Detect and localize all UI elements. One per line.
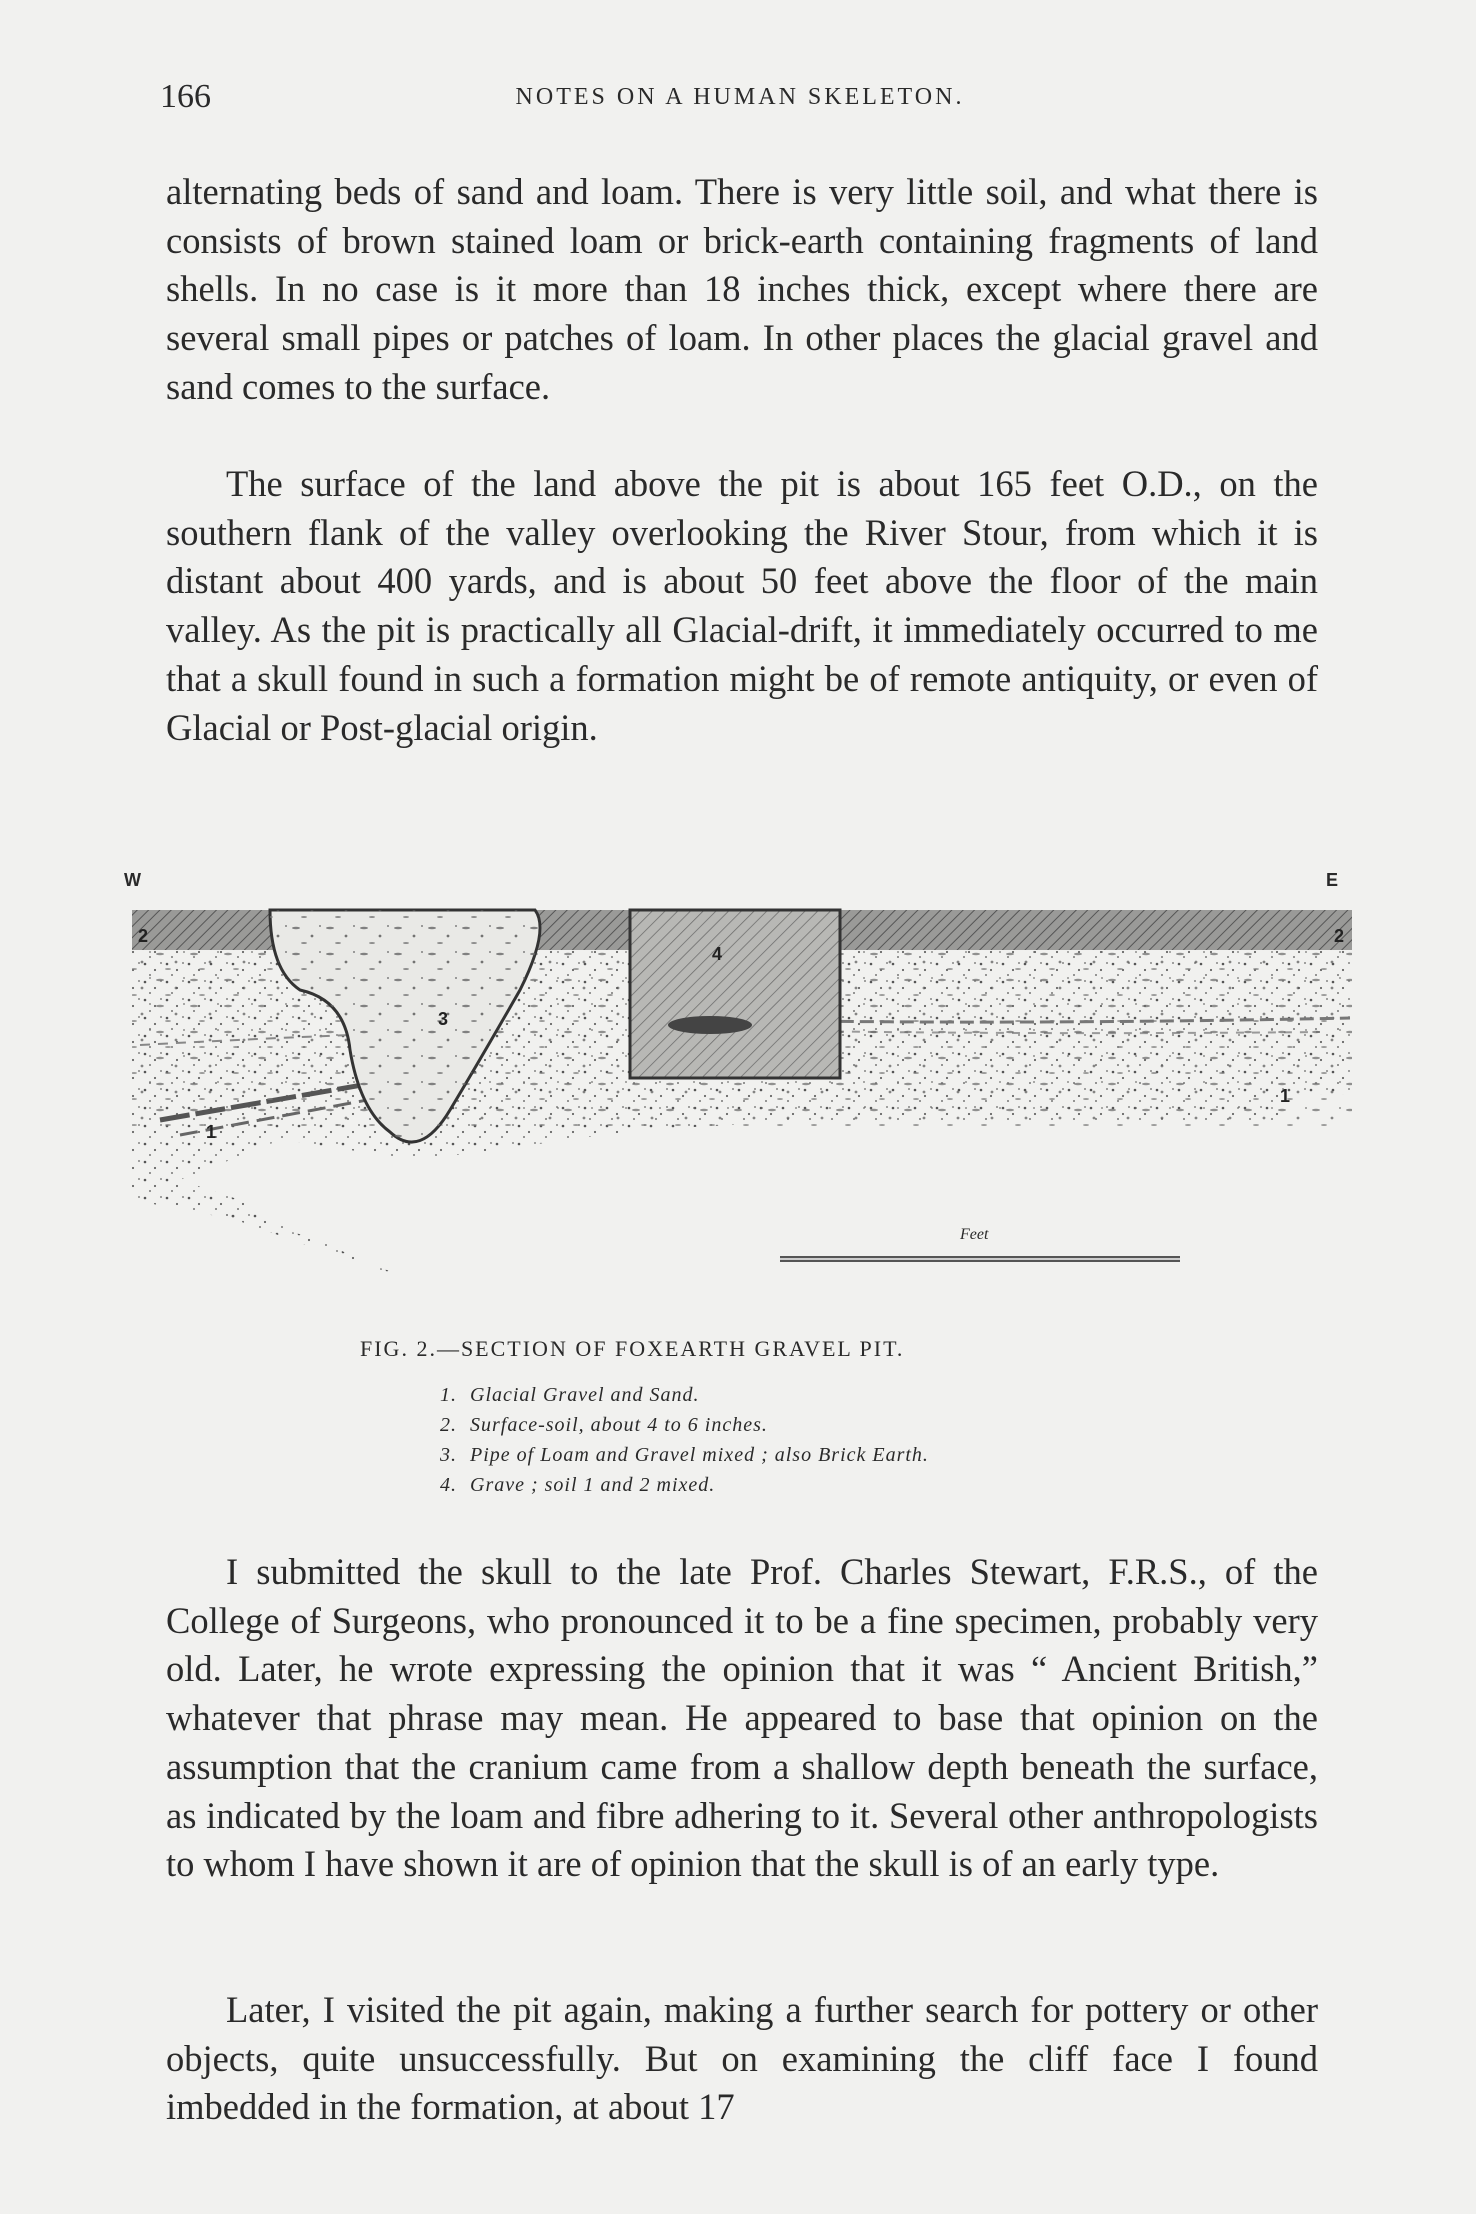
gravel-pit-section-figure [120, 870, 1360, 1290]
legend-item: 3. Pipe of Loam and Gravel mixed ; also Brick Earth. [440, 1444, 929, 1466]
section-drawing [120, 870, 1360, 1290]
figure-legend [440, 1380, 1240, 1500]
legend-item: 1. Glacial Gravel and Sand. [440, 1384, 700, 1406]
legend-item: 2. Surface-soil, about 4 to 6 inches. [440, 1414, 768, 1436]
paragraph-2: The surface of the land above the pit is about 165 feet O.D., on the southern flank of the valley overlooking the River Stour, from which it is distant about 400 yards, and is about 50 feet above the floor of the main valley. As the pit is practically all Glacial-drift, it immediately occurred to me that a skull found in such a formation might be of remote antiquity, or even of Glacial or Post-glacial origin. [166, 463, 1318, 748]
compass-east: E [1326, 870, 1339, 890]
label-3: 3 [438, 1009, 449, 1029]
label-2-west: 2 [138, 926, 149, 946]
paragraph-1: alternating beds of sand and loam. There is very little soil, and what there is consists of brown stained loam or brick-earth containing fragments of land shells. In no case is it more than 18 inches thick, except where there are several small pipes or patches of loam. In other places the glacial gravel and sand comes to the surface. [166, 171, 1318, 407]
legend-item: 4. Grave ; soil 1 and 2 mixed. [440, 1474, 716, 1496]
paragraph-4: Later, I visited the pit again, making a further search for pottery or other objects, quite unsuccessfully. But on examining the cliff face I found imbedded in the formation, at about 17 [166, 1989, 1318, 2128]
label-4: 4 [712, 944, 723, 964]
label-2-east: 2 [1334, 926, 1345, 946]
page-header [160, 78, 1320, 128]
page-number: 166 [160, 78, 211, 115]
paragraph-3: I submitted the skull to the late Prof. Charles Stewart, F.R.S., of the College of Surgeons, who pronounced it to be a fine specimen, probably very old. Later, he wrote expressing the opinion that it was “ Ancient British,” whatever that phrase may mean. He appeared to base that opinion on the assumption that the cranium came from a shallow depth beneath the surface, as indicated by the loam and fibre adhering to it. Several other anthropologists to whom I have shown it are of opinion that the skull is of an early type. [166, 1551, 1318, 1885]
figure-caption: FIG. 2.—SECTION OF FOXEARTH GRAVEL PIT. [360, 1336, 905, 1361]
label-1-east: 1 [1280, 1086, 1291, 1106]
grave [630, 910, 840, 1078]
compass-west: W [124, 870, 141, 890]
scale-label: Feet [960, 1226, 989, 1243]
running-title: NOTES ON A HUMAN SKELETON. [515, 84, 965, 110]
label-1-west: 1 [206, 1122, 217, 1142]
